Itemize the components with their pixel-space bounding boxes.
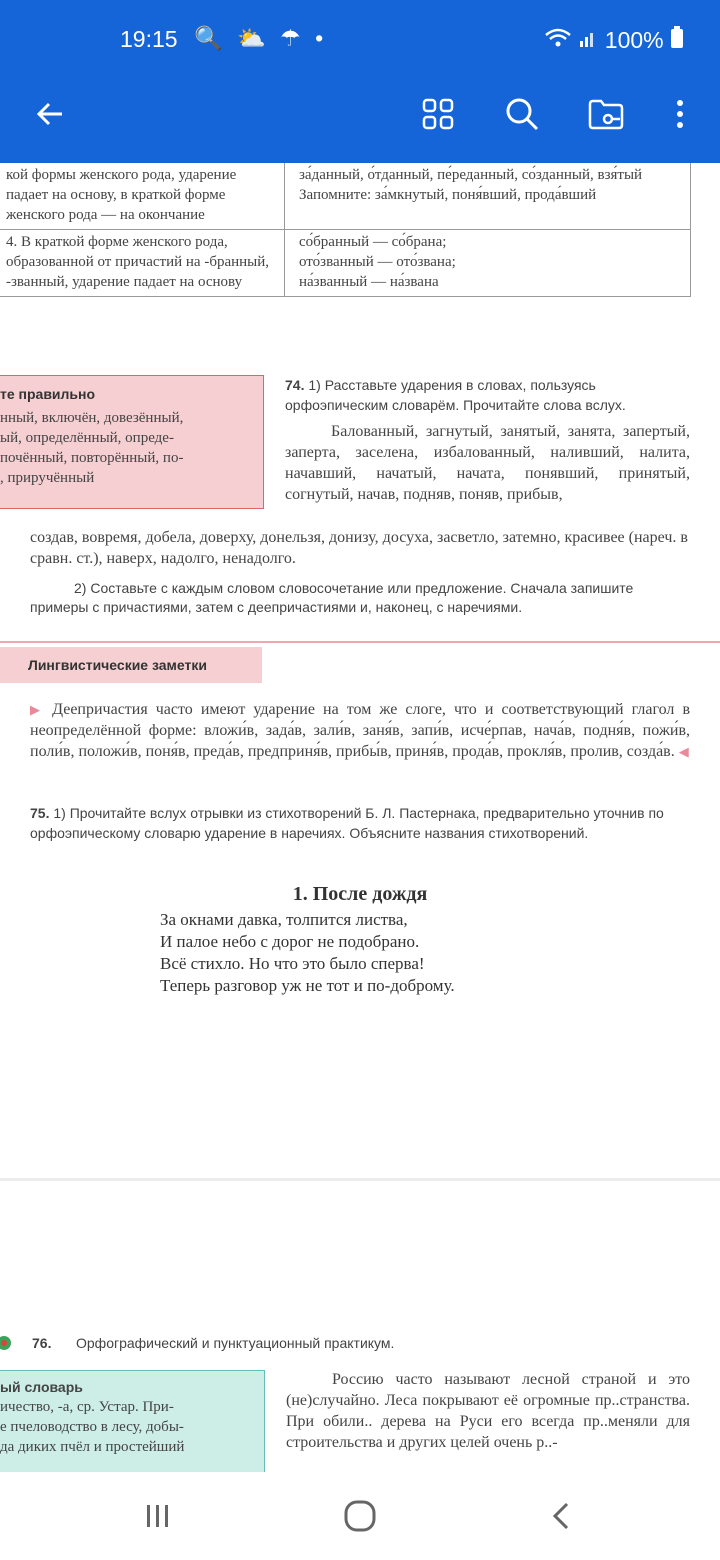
box-body: нный, включён, довезённый, ый, определённый, опреде- почённый, повторённый, по- , приручённый bbox=[0, 410, 184, 486]
home-icon[interactable] bbox=[336, 1492, 384, 1540]
exercise-74-words-continued: создав, вовремя, добела, доверху, донельзя, донизу, досуха, засветло, затемно, красивее (нареч. в сравн. ст.), наверх, надолго, ненадолго. bbox=[30, 529, 688, 567]
document-page-1 bbox=[0, 163, 720, 1178]
table-cell-rule: 4. В краткой форме женского рода, образованной от причастий на -бранный, -званный, ударение падает на основу bbox=[0, 230, 285, 296]
dictionary-box bbox=[0, 1370, 265, 1472]
back-icon[interactable] bbox=[538, 1492, 586, 1540]
exercise-76-text: Россию часто называют лесной страной и это (не)случайно. Леса покрывают её огромные пр..странства. При обили.. дерева на Руси его всегда пр..меняли для строительства и других целей очень р..- bbox=[286, 1371, 690, 1451]
grid-icon[interactable] bbox=[414, 90, 462, 138]
top-app-bar bbox=[0, 0, 720, 163]
poem-text bbox=[160, 909, 455, 997]
linguistic-notes-header: Лингвистические заметки bbox=[0, 647, 262, 683]
stress-rules-table bbox=[0, 163, 691, 297]
exercise-number: 76. bbox=[32, 1335, 52, 1351]
dictionary-text: ичество, -а, ср. Устар. При- е пчеловодство в лесу, добы- да диких пчёл и простейший bbox=[0, 1399, 185, 1455]
box-title: те правильно bbox=[0, 386, 96, 402]
status-time: 19:15 bbox=[120, 26, 178, 52]
more-vert-icon[interactable] bbox=[656, 90, 704, 138]
folder-share-icon[interactable] bbox=[582, 90, 630, 138]
table-cell-examples: со́бранный — со́брана; ото́званный — ото́звана; на́званный — на́звана bbox=[299, 234, 456, 290]
poem-line: И палое небо с дорог не подобрано. bbox=[160, 932, 420, 951]
recent-apps-icon[interactable] bbox=[134, 1492, 182, 1540]
exercise-number: 75. bbox=[30, 805, 50, 821]
poem-line: Всё стихло. Но что это было сперва! bbox=[160, 954, 425, 973]
exercise-task-text: 1) Прочитайте вслух отрывки из стихотворений Б. Л. Пастернака, предварительно уточнив по орфоэпическому словарю ударение в наречиях. Объясните названия стихотворений. bbox=[30, 805, 664, 841]
signal-icon bbox=[578, 27, 604, 53]
table-row bbox=[0, 163, 690, 230]
battery-icon bbox=[670, 27, 684, 53]
exercise-number: 74. bbox=[285, 377, 305, 393]
table-cell-examples: за́данный, о́тданный, пе́реданный, со́зданный, взя́тый Запомните: за́мкнутый, поня́вший, прода́вший bbox=[299, 167, 643, 203]
exercise-task-text: Орфографический и пунктуационный практикум. bbox=[76, 1335, 395, 1351]
poem-title: 1. После дождя bbox=[292, 883, 428, 905]
triangle-marker-icon: ▶ bbox=[30, 702, 45, 717]
exercise-74-task-2: 2) Составьте с каждым словом словосочетание или предложение. Сначала запишите примеры с причастиями, затем с деепричастиями и, наконец, с наречиями. bbox=[30, 580, 634, 615]
table-cell-rule: кой формы женского рода, ударение падает на основу, в краткой форме женского рода — на окончание bbox=[0, 163, 285, 229]
section-divider bbox=[0, 641, 720, 643]
status-battery bbox=[544, 26, 684, 54]
exercise-74-words: Балованный, загнутый, занятый, занята, запертый, заперта, заселена, избалованный, наливший, налита, начавший, начатый, начата, понявший, принятый, согнутый, начав, подняв, поняв, прибыв, bbox=[285, 423, 690, 503]
search-icon[interactable] bbox=[498, 90, 546, 138]
exercise-74-task bbox=[285, 375, 690, 415]
triangle-end-marker-icon: ◀ bbox=[678, 744, 689, 759]
dictionary-title: ый словарь bbox=[0, 1379, 83, 1395]
back-arrow-icon[interactable] bbox=[26, 90, 74, 138]
document-page-2 bbox=[0, 1181, 720, 1472]
say-correctly-box bbox=[0, 375, 264, 509]
wifi-icon bbox=[544, 27, 578, 53]
linguistic-notes-body: Деепричастия часто имеют ударение на том же слоге, что и соответствующий глагол в неопределённой форме: вложи́в, зада́в, зали́в, заня́в, запи́в, исче́рпав, нача́в, подня́в, пожи́в, поли́в, положи́в, поня́в, преда́в, предприня́в, прибы́в, приня́в, прода́в, прокля́в, пролив, созда́в. bbox=[30, 701, 691, 760]
status-notification-icons: 🔍 ⛅ ☂ • bbox=[194, 25, 328, 51]
battery-percent: 100% bbox=[604, 27, 664, 53]
exercise-75-task bbox=[30, 803, 690, 843]
status-bar bbox=[0, 24, 720, 60]
target-icon bbox=[0, 1335, 14, 1354]
poem-line: Теперь разговор уж не тот и по-доброму. bbox=[160, 976, 455, 995]
linguistic-notes-text bbox=[30, 699, 690, 762]
poem-line: За окнами давка, толпится листва, bbox=[160, 910, 408, 929]
system-nav-bar bbox=[0, 1472, 720, 1560]
exercise-task-text: 1) Расставьте ударения в словах, пользуясь орфоэпическим словарём. Прочитайте слова вслух. bbox=[285, 377, 626, 413]
table-row bbox=[0, 230, 690, 297]
